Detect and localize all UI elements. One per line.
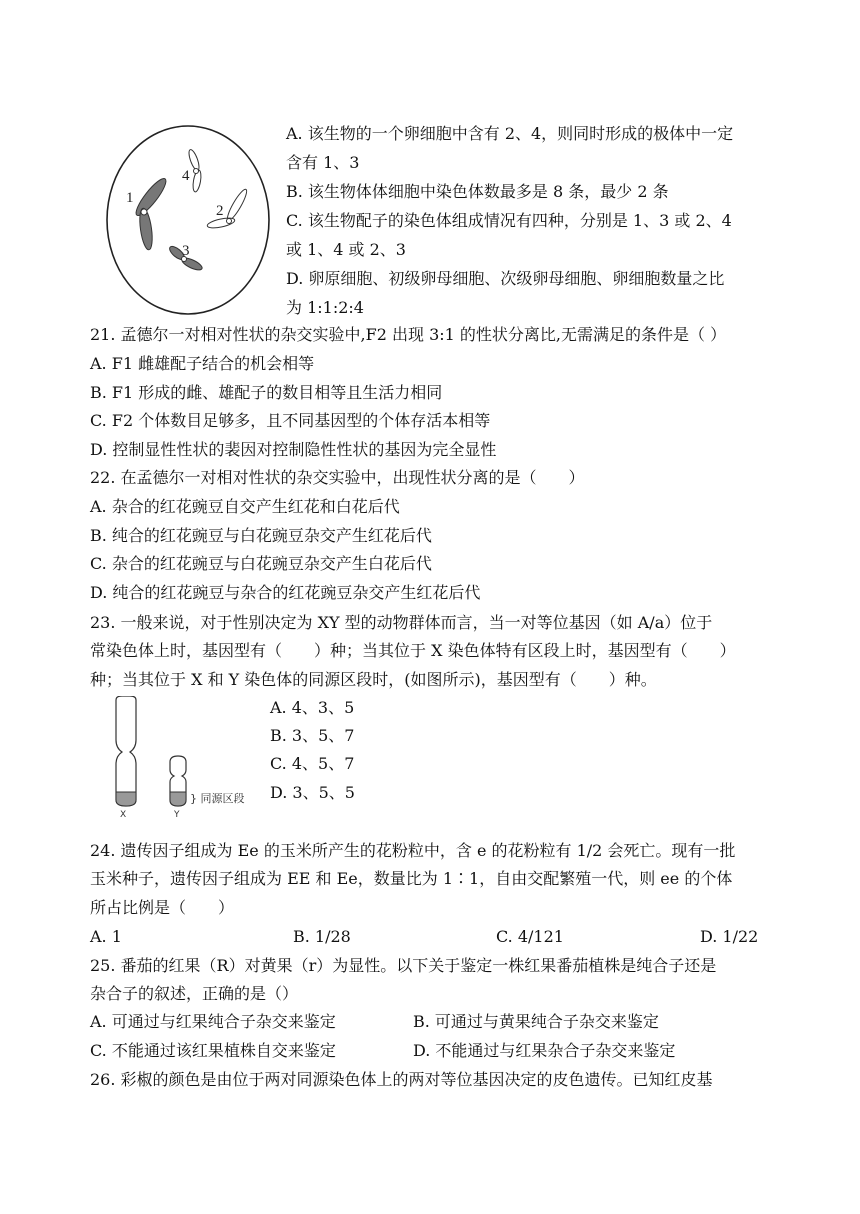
- q20-option-d-cont: 为 1:1:2:4: [286, 298, 364, 317]
- q23-stem-line-1: 23. 一般来说，对于性别决定为 XY 型的动物群体而言，当一对等位基因（如 A/a）位于: [90, 613, 713, 632]
- q20-option-b: B. 该生物体体细胞中染色体数最多是 8 条，最少 2 条: [286, 182, 669, 201]
- q24-option-b: B. 1/28: [293, 927, 351, 946]
- q23-stem-line-2: 常染色体上时，基因型有（ ）种；当其位于 X 染色体特有区段上时，基因型有（ ）: [90, 641, 736, 660]
- q21-option-b: B. F1 形成的雌、雄配子的数目相等且生活力相同: [90, 383, 443, 402]
- cell-chromosome-figure: [104, 122, 274, 318]
- q25-option-d: D. 不能通过与红果杂合子杂交来鉴定: [413, 1041, 676, 1060]
- q22-option-d: D. 纯合的红花豌豆与杂合的红花豌豆杂交产生红花后代: [90, 583, 481, 602]
- q24-stem-line-2: 玉米种子，遗传因子组成为 EE 和 Ee，数量比为 1∶1，自由交配繁殖一代，则 ee 的个体: [90, 869, 733, 888]
- q23-option-b: B. 3、5、7: [270, 726, 355, 745]
- q25-stem-line-1: 25. 番茄的红果（R）对黄果（r）为显性。以下关于鉴定一株红果番茄植株是纯合子还是: [90, 956, 717, 975]
- xy-chromosome-figure: [108, 696, 274, 818]
- label-chromosome-3: 3: [182, 243, 190, 259]
- q20-option-a: A. 该生物的一个卵细胞中含有 2、4，则同时形成的极体中一定: [286, 124, 734, 143]
- q22-option-c: C. 杂合的红花豌豆与白花豌豆杂交产生白花后代: [90, 554, 432, 573]
- q25-stem-line-2: 杂合子的叙述，正确的是（）: [90, 984, 299, 1003]
- label-chromosome-2: 2: [216, 203, 224, 219]
- q20-option-d: D. 卵原细胞、初级卵母细胞、次级卵母细胞、卵细胞数量之比: [286, 269, 725, 288]
- q22-option-a: A. 杂合的红花豌豆自交产生红花和白花后代: [90, 497, 400, 516]
- q23-stem-line-3: 种；当其位于 X 和 Y 染色体的同源区段时，(如图所示)，基因型有（ ）种。: [90, 670, 657, 689]
- chromosome-2-shape: [206, 187, 249, 229]
- y-chromosome-shape: [170, 756, 186, 806]
- x-chromosome-shape: [116, 696, 136, 806]
- q25-option-b: B. 可通过与黄果纯合子杂交来鉴定: [413, 1012, 659, 1031]
- cell-outline: [107, 126, 269, 314]
- q24-option-c: C. 4/121: [496, 927, 564, 946]
- q20-option-c: C. 该生物配子的染色体组成情况有四种，分别是 1、3 或 2、4: [286, 211, 732, 230]
- q20-option-a-cont: 含有 1、3: [286, 153, 360, 172]
- q21-option-a: A. F1 雌雄配子结合的机会相等: [90, 354, 315, 373]
- q20-option-c-cont: 或 1、4 或 2、3: [286, 240, 406, 259]
- q26-stem: 26. 彩椒的颜色是由位于两对同源染色体上的两对等位基因决定的皮色遗传。已知红皮基: [90, 1070, 713, 1089]
- q22-option-b: B. 纯合的红花豌豆与白花豌豆杂交产生红花后代: [90, 526, 432, 545]
- q24-stem-line-3: 所占比例是（ ）: [90, 898, 235, 917]
- q21-option-d: D. 控制显性性状的裴因对控制隐性性状的基因为完全显性: [90, 440, 497, 459]
- y-label: Y: [174, 810, 180, 818]
- q24-stem-line-1: 24. 遗传因子组成为 Ee 的玉米所产生的花粉粒中，含 e 的花粉粒有 1/2 会死亡。现有一批: [90, 841, 736, 860]
- q23-option-a: A. 4、3、5: [270, 698, 355, 717]
- x-label: X: [120, 810, 127, 818]
- homologous-region-label: } 同源区段: [190, 792, 245, 805]
- q25-option-c: C. 不能通过该红果植株自交来鉴定: [90, 1041, 336, 1060]
- q23-option-c: C. 4、5、7: [270, 754, 355, 773]
- q24-option-d: D. 1/22: [700, 927, 759, 946]
- q21-stem: 21. 孟德尔一对相对性状的杂交实验中,F2 出现 3:1 的性状分离比,无需满足的条件是（ ）: [90, 325, 727, 344]
- q24-option-a: A. 1: [90, 927, 122, 946]
- q22-stem: 22. 在孟德尔一对相对性状的杂交实验中，出现性状分离的是（ ）: [90, 468, 585, 487]
- chromosome-1-shape: [132, 175, 170, 250]
- label-chromosome-4: 4: [182, 168, 190, 184]
- q23-option-d: D. 3、5、5: [270, 783, 355, 802]
- q21-option-c: C. F2 个体数目足够多，且不同基因型的个体存活本相等: [90, 411, 491, 430]
- q25-option-a: A. 可通过与红果纯合子杂交来鉴定: [90, 1012, 336, 1031]
- label-chromosome-1: 1: [126, 190, 134, 206]
